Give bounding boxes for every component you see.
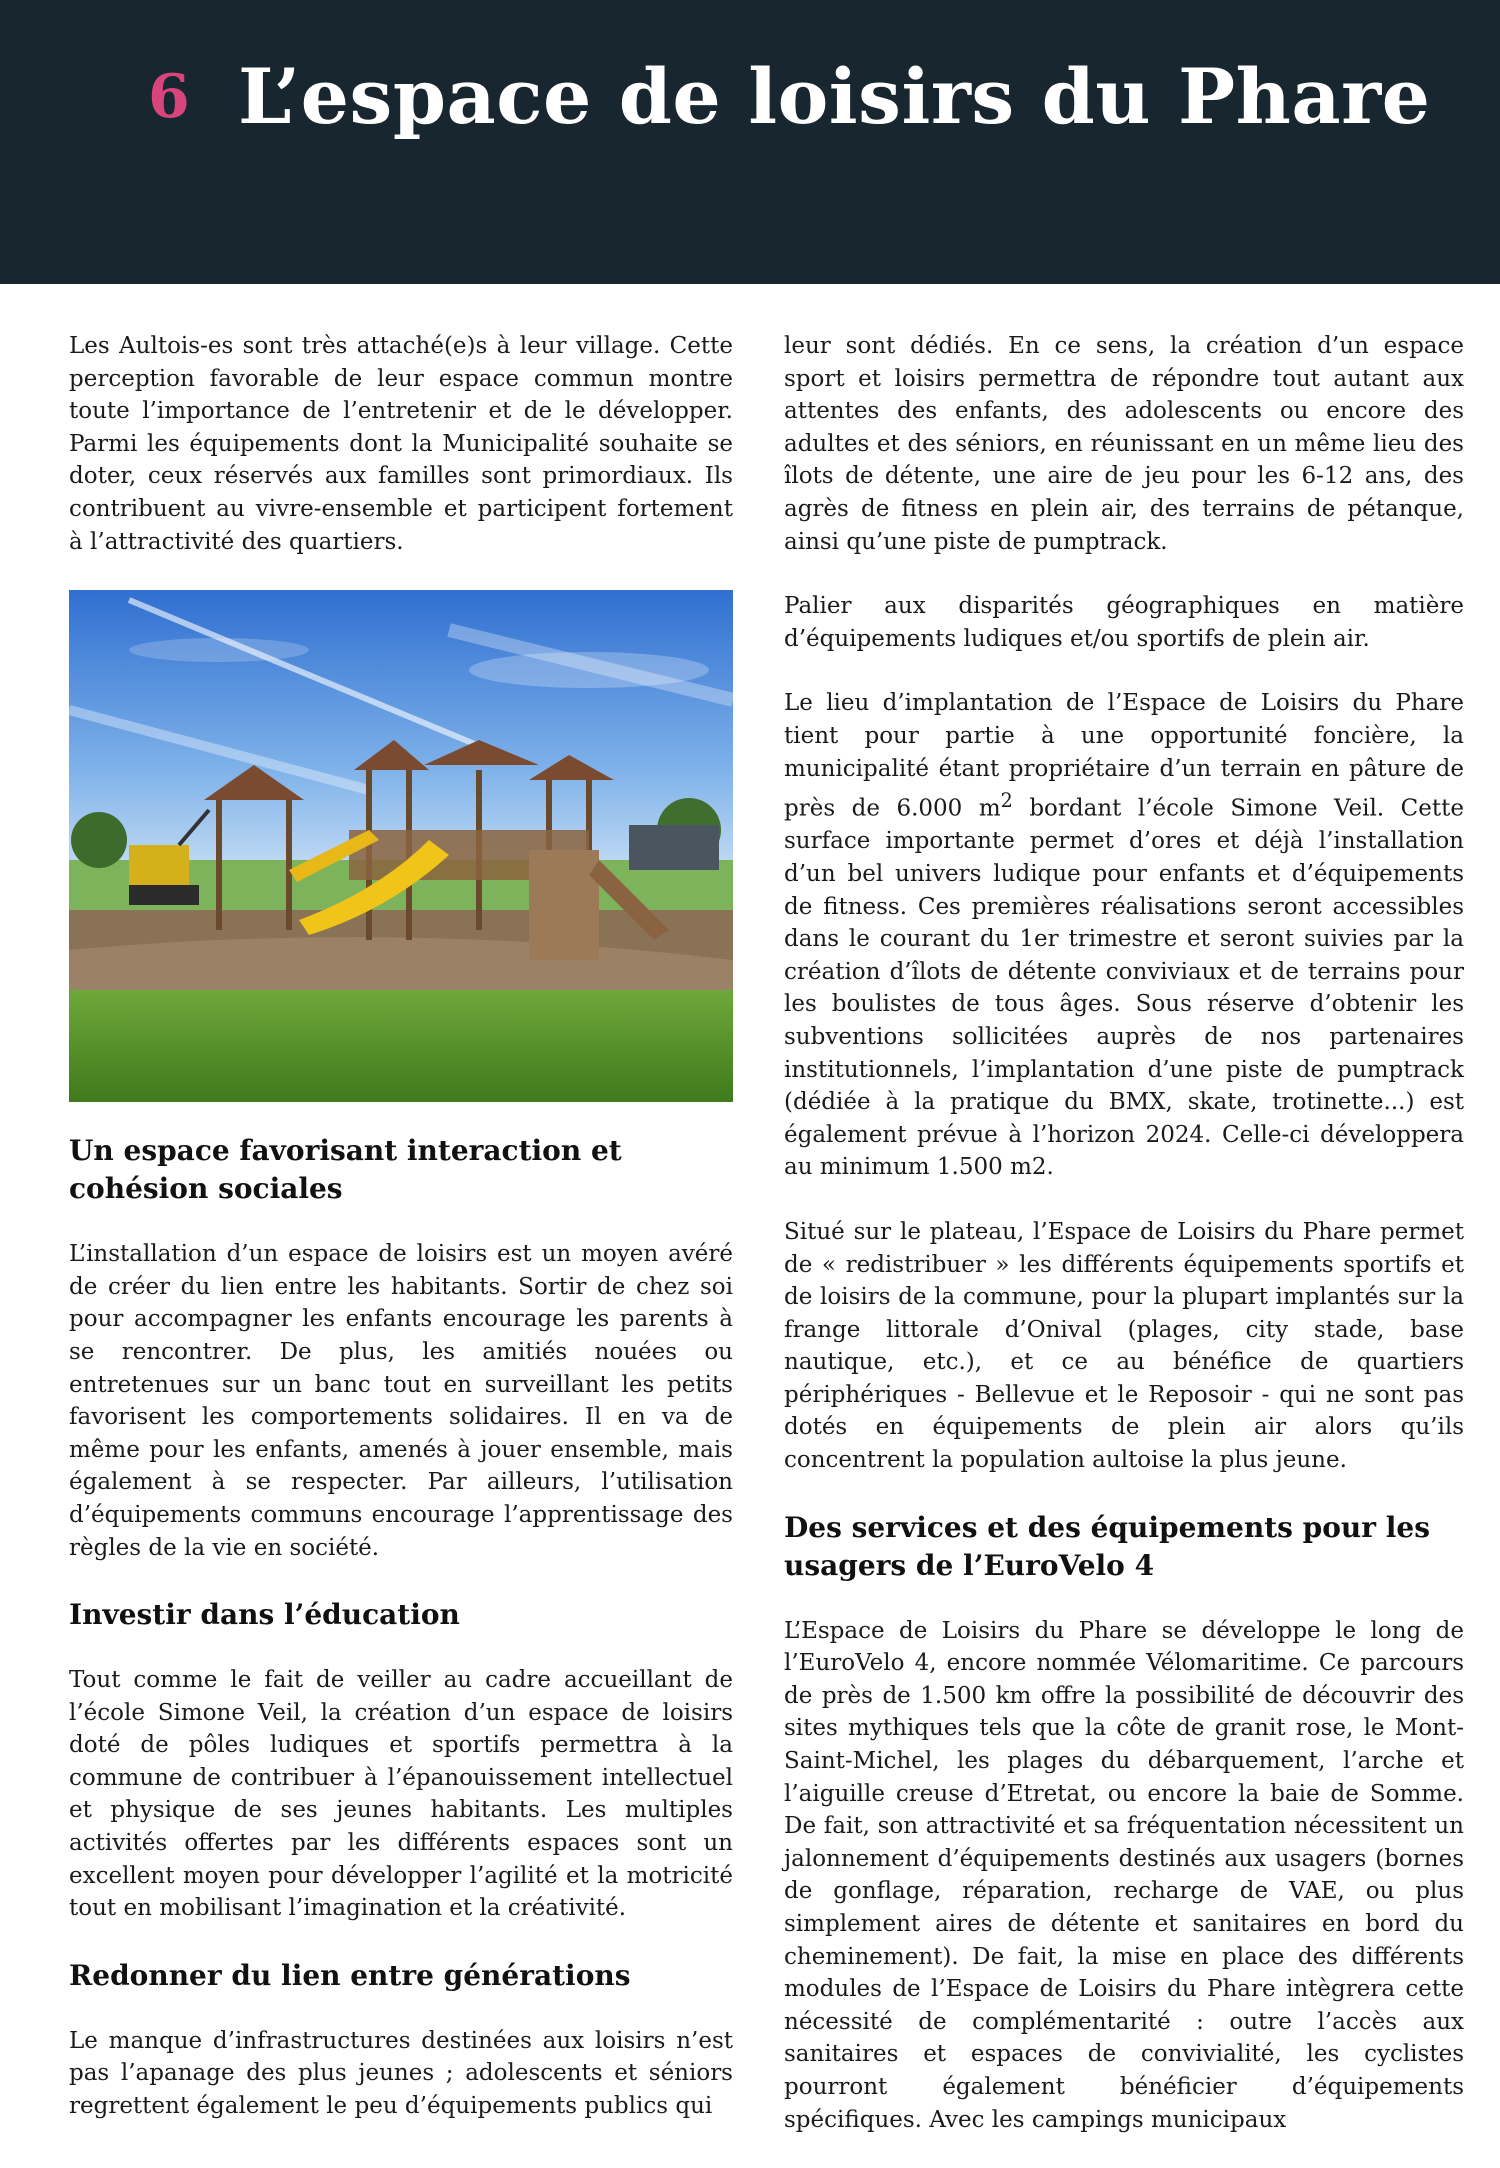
paragraph-dedicated: leur sont dédiés. En ce sens, la création d’un espace sport et loisirs permettra de répondre tout autant aux attentes des enfants, des adolescents ou encore des adultes et des séniors, en réunissant en un même lieu des îlots de détente, une aire de jeu pour les 6-12 ans, des agrès de fitness en plein air, des terrains de pétanque, ainsi qu’une piste de pumptrack. bbox=[784, 333, 1464, 555]
location-text-b: bordant l’école Simone Veil. Cette surface importante permet d’ores et déjà l’installation d’un bel univers ludique pour enfants et d’équipements de fitness. Ces premières réalisations seront accessibles dans le courant du 1er trimestre et seront suivies par la création d’îlots de détente conviviaux et de terrains pour les boulistes de tous âges. Sous réserve d’obtenir les subventions sollicitées auprès de nos partenaires institutionnels, l’implantation d’une piste de pumptrack (dédiée à la pratique du BMX, skate, trotinette...) est également prévue à l’horizon 2024. Celle-ci développera au minimum 1.500 m2. bbox=[784, 795, 1464, 1181]
playground-photo bbox=[69, 590, 733, 1102]
playground-image bbox=[69, 590, 733, 1102]
paragraph-eurovelo: L’Espace de Loisirs du Phare se développe le long de l’EuroVelo 4, encore nommée Vélomaritime. Ce parcours de près de 1.500 km offre la possibilité de découvrir des sites mythiques tels que la côte de granit rose, le Mont-Saint-Michel, les plages du débarquement, l’arche et l’aiguille creuse d’Etretat, ou encore la baie de Somme. De fait, son attractivité et sa fréquentation nécessitent un jalonnement d’équipements destinés aux usagers (bornes de gonflage, réparation, recharge de VAE, ou plus simplement aires de détente et sanitaires en bord du cheminement). De fait, la mise en place des différents modules de l’Espace de Loisirs du Phare intègrera cette nécessité de complémentarité : outre l’accès aux sanitaires et espaces de convivialité, les cyclistes pourront également bénéficier d’équipements spécifiques. Avec les campings municipaux bbox=[784, 1617, 1464, 2133]
section-heading-eurovelo: Des services et des équipements pour les usagers de l’EuroVelo 4 bbox=[784, 1510, 1430, 1582]
left-column bbox=[69, 330, 733, 2155]
section-heading-generations: Redonner du lien entre générations bbox=[69, 1958, 631, 1992]
section-heading-education: Investir dans l’éducation bbox=[69, 1598, 460, 1632]
page-header bbox=[0, 0, 1500, 284]
section-paragraph-interaction: L’installation d’un espace de loisirs est un moyen avéré de créer du lien entre les habitants. Sortir de chez soi pour accompagner les enfants encourage les parents à se rencontrer. De plus, les amitiés nouées ou entretenues sur un banc tout en surveillant les petits favorisent les comportements solidaires. Il en va de même pour les enfants, amenés à jouer ensemble, mais également à se respecter. Par ailleurs, l’utilisation d’équipements communs encourage l’apprentissage des règles de la vie en société. bbox=[69, 1241, 733, 1561]
superscript-2: 2 bbox=[1000, 789, 1013, 813]
paragraph-plateau: Situé sur le plateau, l’Espace de Loisirs du Phare permet de « redistribuer » les différents équipements sportifs et de loisirs de la commune, pour la plupart implantés sur la frange littorale d’Onival (plages, city stade, base nautique, etc.), et ce au bénéfice de quartiers périphériques - Bellevue et le Reposoir - qui ne sont pas dotés en équipements de plein air alors qu’ils concentrent la population aultoise la plus jeune. bbox=[784, 1218, 1464, 1474]
paragraph-disparities: Palier aux disparités géographiques en matière d’équipements ludiques et/ou sportifs de plein air. bbox=[784, 593, 1464, 652]
page-title: L’espace de loisirs du Phare bbox=[238, 52, 1431, 141]
section-heading-interaction: Un espace favorisant interaction et cohésion sociales bbox=[69, 1134, 622, 1206]
section-paragraph-education: Tout comme le fait de veiller au cadre accueillant de l’école Simone Veil, la création d’un espace de loisirs doté de pôles ludiques et sportifs permettra à la commune de contribuer à l’épanouissement intellectuel et physique de ses jeunes habitants. Les multiples activités offertes par les différents espaces sont un excellent moyen pour développer l’agilité et la motricité tout en mobilisant l’imagination et la créativité. bbox=[69, 1667, 733, 1922]
section-paragraph-generations: Le manque d’infrastructures destinées aux loisirs n’est pas l’apanage des plus jeunes ; adolescents et séniors regrettent également le peu d’équipements publics qui bbox=[69, 2027, 733, 2120]
chapter-number: 6 bbox=[148, 62, 190, 132]
intro-paragraph: Les Aultois-es sont très attaché(e)s à leur village. Cette perception favorable de leur espace commun montre toute l’importance de l’entretenir et de le développer. Parmi les équipements dont la Municipalité souhaite se doter, ceux réservés aux familles sont primordiaux. Ils contribuent au vivre-ensemble et participent fortement à l’attractivité des quartiers. bbox=[69, 333, 733, 555]
right-column bbox=[784, 330, 1464, 2168]
paragraph-location bbox=[784, 687, 1464, 1184]
location-text-a: Le lieu d’implantation de l’Espace de Loisirs du Phare tient pour partie à une opportunité foncière, la municipalité étant propriétaire d’un terrain en pâture de près de 6.000 m bbox=[784, 690, 1464, 822]
